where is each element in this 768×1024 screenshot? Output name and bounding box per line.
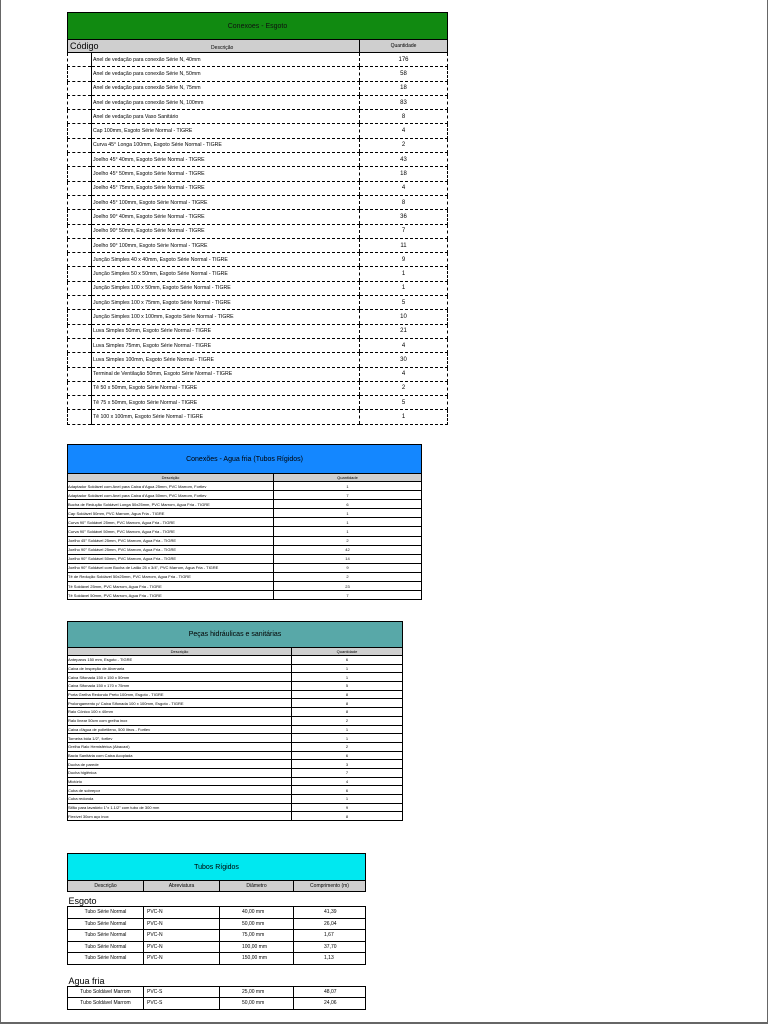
codigo-cell [68,110,92,124]
table-row [68,296,448,310]
descricao-cell: Curva 90° Soldável 25mm, PVC Marrom, Agua Fria - TIGRE [68,518,274,527]
codigo-cell [68,167,92,181]
descricao-cell: Anel de vedação para conexão Série N, 50mm [92,67,360,81]
diametro-cell: 25,00 mm [220,986,294,998]
table-row [68,95,448,109]
descricao-cell: Adaptador Soldável com Anel para Caixa d'Agua 50mm, PVC Marrom, Fortlev [68,491,274,500]
codigo-cell [68,396,92,410]
descricao-cell: Cap Soldável 50mm, PVC Marrom, Agua Fria - TIGRE [68,509,274,518]
table-title-row [68,854,366,881]
table-header-row [68,648,403,656]
quantidade-cell: 18 [360,167,448,181]
diametro-cell: 150,00 mm [220,953,294,965]
table-row [68,582,422,591]
tubos-table-title: Tubos Rígidos [68,854,366,881]
table-row [68,941,366,953]
quantidade-cell: 7 [292,768,403,777]
descricao-cell: Anel de vedação para conexão Série N, 75mm [92,81,360,95]
quantidade-cell: 6 [292,751,403,760]
descricao-cell: Grelha Ralo Hemisférica (Abacaxi) [68,742,292,751]
agua-fria-table-title: Conexões - Agua fria (Tubos Rígidos) [68,445,422,474]
table-row [68,699,403,708]
table-row [68,563,422,572]
quantidade-cell: 1 [360,410,448,424]
column-header-quantidade: Quantidade [274,474,422,482]
table-row [68,381,448,395]
table-row [68,786,403,795]
section-label: Agua fria [68,975,105,986]
table-row [68,751,403,760]
codigo-cell [68,153,92,167]
quantidade-cell: 8 [292,690,403,699]
table-row [68,664,403,673]
table-row [68,682,403,691]
quantidade-cell: 9 [274,563,422,572]
table-row [68,812,403,821]
quantidade-cell: 1 [274,527,422,536]
codigo-cell [68,67,92,81]
descricao-cell: Junção Simples 100 x 75mm, Esgoto Série Normal - TIGRE [92,296,360,310]
descricao-cell: Caixa d'água de polietileno, 500 litros - Fortlev [68,725,292,734]
table-row [68,324,448,338]
table-row [68,742,403,751]
descricao-cell: Tê 75 x 50mm, Esgoto Série Normal - TIGRE [92,396,360,410]
quantidade-cell: 2 [360,381,448,395]
table-row [68,491,422,500]
table-row [68,930,366,942]
table-row [68,482,422,491]
table-row [68,554,422,563]
quantidade-cell: 42 [274,545,422,554]
quantidade-cell: 8 [292,708,403,717]
descricao-cell: Tubo Série Normal [68,907,144,919]
quantidade-cell: 2 [292,742,403,751]
section-row [68,892,366,907]
descricao-cell: Joelho 90° 50mm, Esgoto Série Normal - TIGRE [92,224,360,238]
abreviatura-cell: PVC-S [144,998,220,1010]
quantidade-cell: 1 [292,664,403,673]
table-header-row [68,474,422,482]
descricao-cell: Joelho 45° 100mm, Esgoto Série Normal - TIGRE [92,195,360,209]
table-row [68,367,448,381]
tubos-rigidos-table [67,853,366,1010]
descricao-cell: Joelho 45° Soldável 25mm, PVC Marrom, Agua Fria - TIGRE [68,536,274,545]
quantidade-cell: 8 [292,812,403,821]
descricao-cell: Curva 45° Longa 100mm, Esgoto Série Normal - TIGRE [92,138,360,152]
descricao-cell: Sifão para lavatório 1"x 1.1/2" com tubo de 300 mm [68,803,292,812]
table-row [68,410,448,424]
table-title-row [68,13,448,40]
codigo-cell [68,95,92,109]
quantidade-cell: 23 [274,582,422,591]
table-row [68,572,422,581]
quantidade-cell: 5 [292,682,403,691]
comprimento-cell: 37,70 [294,941,366,953]
table-row [68,500,422,509]
descricao-cell: Joelho 90° Soldável com Bucha de Latão 25 x 3/4", PVC Marrom, Agua Fria - TIGRE [68,563,274,572]
comprimento-cell: 24,06 [294,998,366,1010]
table-row [68,777,403,786]
table-row [68,760,403,769]
table-row [68,803,403,812]
quantidade-cell: 1 [292,734,403,743]
descricao-cell: Luva Simples 100mm, Esgoto Série Normal - TIGRE [92,353,360,367]
quantidade-cell: 83 [360,95,448,109]
descricao-cell: Junção Simples 100 x 50mm, Esgoto Série Normal - TIGRE [92,281,360,295]
quantidade-cell: 21 [360,324,448,338]
quantidade-cell: 11 [360,238,448,252]
codigo-cell [68,353,92,367]
quantidade-cell: 10 [360,310,448,324]
column-header-abreviatura: Abreviatura [144,881,220,892]
codigo-cell [68,296,92,310]
diametro-cell: 100,00 mm [220,941,294,953]
codigo-cell [68,53,92,67]
table-header-row [68,40,448,53]
quantidade-cell: 2 [292,716,403,725]
table-row [68,310,448,324]
table-row [68,224,448,238]
comprimento-cell: 1,67 [294,930,366,942]
quantidade-cell: 6 [274,500,422,509]
table-row [68,708,403,717]
table-row [68,267,448,281]
quantidade-cell: 9 [292,803,403,812]
comprimento-cell: 1,13 [294,953,366,965]
quantidade-cell: 1 [360,281,448,295]
descricao-cell: Ducha higiênica [68,768,292,777]
quantidade-cell: 43 [360,153,448,167]
diametro-cell: 75,00 mm [220,930,294,942]
descricao-cell: Cap 100mm, Esgoto Série Normal - TIGRE [92,124,360,138]
column-header-descricao: Descrição [68,881,144,892]
table-row [68,53,448,67]
quantidade-cell: 7 [274,491,422,500]
spacer-row [68,964,366,972]
quantidade-cell: 4 [360,124,448,138]
quantidade-cell: 8 [360,110,448,124]
descricao-cell: Porta Grelha Redondo Preto 100mm, Esgoto - TIGRE [68,690,292,699]
abreviatura-cell: PVC-N [144,953,220,965]
table-row [68,734,403,743]
descricao-cell: Tubo Série Normal [68,941,144,953]
descricao-cell: Bacia Sanitária com Caixa Acoplada [68,751,292,760]
column-header-quantidade: Quantidade [360,40,448,53]
descricao-cell: Joelho 45° 50mm, Esgoto Série Normal - TIGRE [92,167,360,181]
descricao-cell: Adaptador Soldável com Anel para Caixa d'Agua 25mm, PVC Marrom, Fortlev [68,482,274,491]
pecas-hidraulicas-table [67,621,403,821]
codigo-cell [68,281,92,295]
table-row [68,153,448,167]
quantidade-cell: 7 [274,591,422,600]
table-row [68,138,448,152]
table-row [68,181,448,195]
table-row [68,353,448,367]
quantidade-cell: 1 [292,795,403,804]
table-row [68,918,366,930]
table-row [68,725,403,734]
codigo-cell [68,81,92,95]
table-row [68,338,448,352]
quantidade-cell: 18 [360,81,448,95]
section-label: Esgoto [68,896,97,906]
quantidade-cell: 1 [274,509,422,518]
column-header-diametro: Diâmetro [220,881,294,892]
descricao-cell: Tubo Série Normal [68,953,144,965]
table-row [68,238,448,252]
esgoto-connections-table [67,12,448,425]
table-row [68,167,448,181]
spacer-cell [68,964,366,972]
codigo-cell [68,267,92,281]
codigo-cell [68,124,92,138]
descricao-cell: Anel de vedação para Vaso Sanitário [92,110,360,124]
quantidade-cell: 30 [360,353,448,367]
pecas-table-title: Peças hidráulicas e sanitárias [68,622,403,648]
table-row [68,998,366,1010]
diametro-cell: 50,00 mm [220,918,294,930]
table-row [68,67,448,81]
quantidade-cell: 4 [292,777,403,786]
descricao-cell: Joelho 90° Soldável 50mm, PVC Marrom, Agua Fria - TIGRE [68,554,274,563]
descricao-cell: Joelho 90° Soldável 25mm, PVC Marrom, Agua Fria - TIGRE [68,545,274,554]
descricao-cell: Flexível 30cm aço inox [68,812,292,821]
descricao-cell: Prolongamento p/ Caixa Sifonada 100 x 100mm, Esgoto - TIGRE [68,699,292,708]
descricao-cell: Tubo Soldável Marrom [68,986,144,998]
descricao-cell: Junção Simples 40 x 40mm, Esgoto Série Normal - TIGRE [92,253,360,267]
descricao-cell: Caixa Sifonada 150 x 150 x 50mm [68,673,292,682]
descricao-cell: Joelho 90° 100mm, Esgoto Série Normal - TIGRE [92,238,360,252]
quantidade-cell: 6 [292,656,403,665]
quantidade-cell: 5 [360,296,448,310]
descricao-cell: Anteparos 150 mm, Esgoto - TIGRE [68,656,292,665]
descricao-cell: Luva Simples 50mm, Esgoto Série Normal - TIGRE [92,324,360,338]
quantidade-cell: 2 [274,536,422,545]
table-row [68,110,448,124]
codigo-cell [68,381,92,395]
table-row [68,396,448,410]
diametro-cell: 50,00 mm [220,998,294,1010]
table-row [68,545,422,554]
codigo-cell [68,410,92,424]
column-header-comprimento: Comprimento (m) [294,881,366,892]
codigo-cell [68,195,92,209]
quantidade-cell: 6 [292,786,403,795]
codigo-cell [68,310,92,324]
table-title-row [68,445,422,474]
descricao-cell: Junção Simples 50 x 50mm, Esgoto Série Normal - TIGRE [92,267,360,281]
descricao-cell: Terminal de Ventilação 50mm, Esgoto Série Normal - TIGRE [92,367,360,381]
codigo-cell [68,238,92,252]
descricao-cell: Joelho 45° 40mm, Esgoto Série Normal - TIGRE [92,153,360,167]
quantidade-cell: 8 [292,699,403,708]
quantidade-cell: 2 [360,138,448,152]
codigo-cell [68,253,92,267]
codigo-cell [68,324,92,338]
table-row [68,986,366,998]
table-row [68,795,403,804]
descricao-cell: Bucha de Redução Soldável Longa 50x25mm, PVC Marrom, Agua Fria - TIGRE [68,500,274,509]
table-row [68,195,448,209]
codigo-cell [68,138,92,152]
codigo-cell [68,181,92,195]
column-header-descricao: Descrição [68,648,292,656]
table-row [68,907,366,919]
column-header-descricao: Descrição [68,474,274,482]
descricao-cell: Joelho 45° 75mm, Esgoto Série Normal - TIGRE [92,181,360,195]
quantidade-cell: 36 [360,210,448,224]
descricao-cell: Cuba de sobrepor [68,786,292,795]
abreviatura-cell: PVC-S [144,986,220,998]
descricao-cell: Cuba redonda [68,795,292,804]
table-row [68,656,403,665]
table-row [68,953,366,965]
codigo-cell [68,224,92,238]
abreviatura-cell: PVC-N [144,918,220,930]
quantidade-cell: 1 [292,673,403,682]
quantidade-cell: 2 [274,572,422,581]
descricao-cell: Tubo Série Normal [68,930,144,942]
descricao-cell: Caixa de Inspeção de Alvenaria [68,664,292,673]
table-row [68,716,403,725]
table-row [68,591,422,600]
column-header-quantidade: Quantidade [292,648,403,656]
descricao-cell: Tê Soldável 50mm, PVC Marrom, Agua Fria - TIGRE [68,591,274,600]
descricao-cell: Ralo linear 50cm com grelha inox [68,716,292,725]
comprimento-cell: 41,39 [294,907,366,919]
descricao-cell: Luva Simples 75mm, Esgoto Série Normal - TIGRE [92,338,360,352]
quantidade-cell: 3 [292,760,403,769]
table-row [68,509,422,518]
descricao-cell: Caixa Sifonada 150 x 170 x 75mm [68,682,292,691]
codigo-cell [68,338,92,352]
quantidade-cell: 8 [360,195,448,209]
quantidade-cell: 4 [360,367,448,381]
table-row [68,527,422,536]
descricao-cell: Tê de Redução Soldável 50x25mm, PVC Marrom, Agua Fria - TIGRE [68,572,274,581]
descricao-cell: Anel de vedação para conexão Série N, 40mm [92,53,360,67]
abreviatura-cell: PVC-N [144,930,220,942]
descricao-cell: Mictório [68,777,292,786]
table-row [68,673,403,682]
quantidade-cell: 4 [360,181,448,195]
table-title-row [68,622,403,648]
table-row [68,536,422,545]
descricao-cell: Anel de vedação para conexão Série N, 100mm [92,95,360,109]
codigo-cell [68,210,92,224]
diametro-cell: 40,00 mm [220,907,294,919]
descricao-cell: Tê Soldável 25mm, PVC Marrom, Agua Fria - TIGRE [68,582,274,591]
quantidade-cell: 14 [274,554,422,563]
table-row [68,281,448,295]
quantidade-cell: 1 [274,482,422,491]
comprimento-cell: 26,04 [294,918,366,930]
table-row [68,253,448,267]
column-header-codigo [68,40,360,53]
descricao-cell: Tê 100 x 100mm, Esgoto Série Normal - TIGRE [92,410,360,424]
descricao-cell: Curva 90° Soldável 50mm, PVC Marrom, Agua Fria - TIGRE [68,527,274,536]
quantidade-cell: 58 [360,67,448,81]
table-row [68,768,403,777]
table-row [68,518,422,527]
quantidade-cell: 1 [360,267,448,281]
quantidade-cell: 1 [292,725,403,734]
esgoto-table-title: Conexoes - Esgoto [68,13,448,40]
agua-fria-connections-table [67,444,422,600]
descricao-cell: Junção Simples 100 x 100mm, Esgoto Série Normal - TIGRE [92,310,360,324]
descricao-cell: Joelho 90° 40mm, Esgoto Série Normal - TIGRE [92,210,360,224]
codigo-cell [68,367,92,381]
abreviatura-cell: PVC-N [144,941,220,953]
abreviatura-cell: PVC-N [144,907,220,919]
quantidade-cell: 5 [360,396,448,410]
table-row [68,81,448,95]
quantidade-cell: 176 [360,53,448,67]
table-row [68,124,448,138]
descricao-cell: Ducha de parede [68,760,292,769]
quantidade-cell: 1 [274,518,422,527]
section-row [68,972,366,987]
quantidade-cell: 4 [360,338,448,352]
descricao-cell: Tê 50 x 50mm, Esgoto Série Normal - TIGRE [92,381,360,395]
table-row [68,210,448,224]
descricao-header-label: Descrição [211,45,234,51]
comprimento-cell: 48,07 [294,986,366,998]
quantidade-cell: 9 [360,253,448,267]
table-row [68,690,403,699]
codigo-header-label: Código [70,41,99,51]
descricao-cell: Tubo Soldável Marrom [68,998,144,1010]
descricao-cell: Ralo Cônico 100 x 40mm [68,708,292,717]
descricao-cell: Tubo Série Normal [68,918,144,930]
descricao-cell: Torneira bóia 1/2", fortlev [68,734,292,743]
table-header-row [68,881,366,892]
quantidade-cell: 7 [360,224,448,238]
